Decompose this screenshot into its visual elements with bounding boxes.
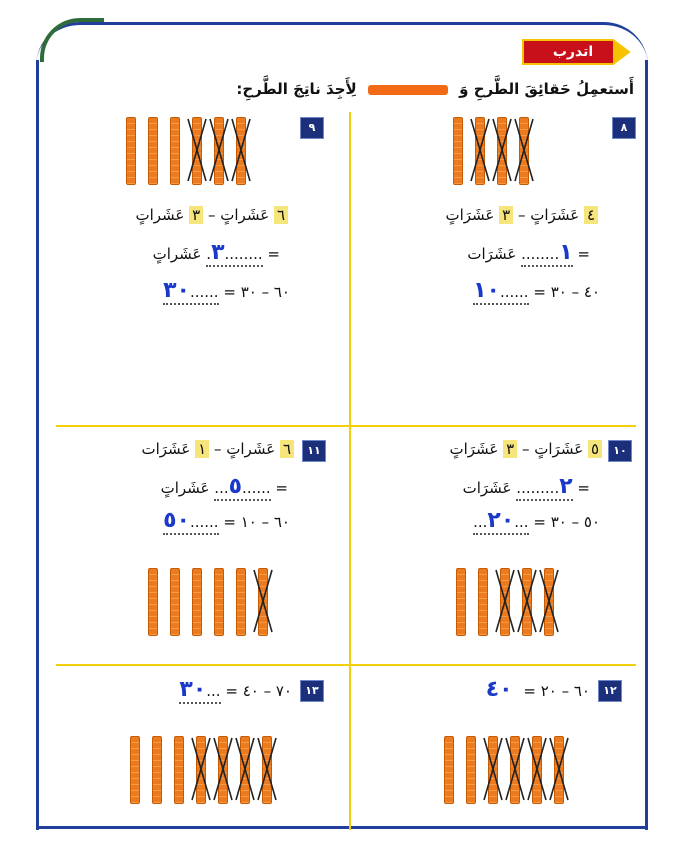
tens-rods-10: [450, 568, 570, 634]
cross-out-icon: [482, 736, 504, 802]
tens-rod-icon: [368, 85, 448, 95]
tens-rod: [453, 117, 463, 185]
tens-rod: [170, 568, 180, 636]
tens-rod: [130, 736, 140, 804]
row-divider-1: [56, 425, 636, 427]
tens-rods-11: [142, 568, 282, 634]
frame-bottom: [36, 826, 648, 829]
tens-rods-8: [447, 117, 547, 183]
cross-out-icon: [538, 568, 560, 634]
exercise-number: ١١: [302, 440, 326, 462]
exercise-number: ١٠: [608, 440, 632, 462]
cross-out-icon: [469, 117, 491, 183]
tens-rod: [478, 568, 488, 636]
row-divider-2: [56, 664, 636, 666]
exercise-11-line2: = ......٥... عَشَراتٍ: [160, 474, 288, 499]
frame-left: [36, 60, 39, 830]
exercise-12-line: ٦٠ – ٢٠ = ٤٠: [485, 677, 590, 702]
column-divider: [349, 112, 351, 830]
cross-out-icon: [504, 736, 526, 802]
cross-out-icon: [513, 117, 535, 183]
exercise-number: ٨: [612, 117, 636, 139]
instruction-part2: لِأَجِدَ ناتِجَ الطَّرحِ:: [236, 80, 357, 98]
cross-out-icon: [208, 117, 230, 183]
exercise-9-line1: ٦ عَشَراتٍ – ٣ عَشَراتٍ: [135, 206, 288, 224]
exercise-number: ١٢: [598, 680, 622, 702]
tens-rod: [456, 568, 466, 636]
cross-out-icon: [252, 568, 274, 634]
tens-rods-9: [120, 117, 260, 183]
instruction-text: [236, 80, 634, 98]
instruction-part1: أَستعمِلُ حَقائِقَ الطَّرحِ وَ: [459, 80, 634, 98]
tens-rod: [174, 736, 184, 804]
cross-out-icon: [186, 117, 208, 183]
cross-out-icon: [516, 568, 538, 634]
cross-out-icon: [526, 736, 548, 802]
tens-rod: [444, 736, 454, 804]
cross-out-icon: [256, 736, 278, 802]
cross-out-icon: [212, 736, 234, 802]
corner-accent: [40, 18, 104, 62]
tens-rod: [236, 568, 246, 636]
exercise-10-line1: ٥ عَشَرَاتٍ – ٣ عَشَرَاتٍ: [449, 440, 602, 458]
exercise-11-line3: ٦٠ – ١٠ = ......٥٠: [163, 508, 290, 533]
exercise-8-line1: ٤ عَشَرَاتٍ – ٣ عَشَرَاتٍ: [445, 206, 598, 224]
exercise-10-line3: ٥٠ – ٣٠ = ...٢٠...: [473, 508, 600, 533]
tens-rod: [152, 736, 162, 804]
cross-out-icon: [190, 736, 212, 802]
tens-rod: [466, 736, 476, 804]
tens-rod: [148, 568, 158, 636]
exercise-9-line2: = ........٣. عَشَراتٍ: [152, 240, 280, 265]
tens-rod: [170, 117, 180, 185]
tens-rods-13: [124, 736, 294, 802]
exercise-10-line2: = ٢......... عَشَرَات: [462, 474, 590, 499]
tens-rod: [214, 568, 224, 636]
cross-out-icon: [494, 568, 516, 634]
exercise-13-line: ٧٠ – ٤٠ = ...٣٠: [179, 677, 292, 702]
exercise-9-line3: ٦٠ – ٣٠ = ......٣٠: [163, 278, 290, 303]
tens-rod: [126, 117, 136, 185]
exercise-8-line2: = ١........ عَشَرَات: [467, 240, 590, 265]
tens-rod: [192, 568, 202, 636]
tens-rod: [148, 117, 158, 185]
cross-out-icon: [548, 736, 570, 802]
exercise-number: ١٣: [300, 680, 324, 702]
cross-out-icon: [234, 736, 256, 802]
exercise-number: ٩: [300, 117, 324, 139]
practice-tag-label: اتدرب: [552, 44, 594, 60]
tens-rods-12: [438, 736, 588, 802]
cross-out-icon: [491, 117, 513, 183]
cross-out-icon: [230, 117, 252, 183]
frame-right: [645, 60, 648, 830]
exercise-11-line1: ٦ عَشَراتٍ – ١ عَشَرَات: [141, 440, 294, 458]
exercise-8-line3: ٤٠ – ٣٠ = ......١٠: [473, 278, 600, 303]
